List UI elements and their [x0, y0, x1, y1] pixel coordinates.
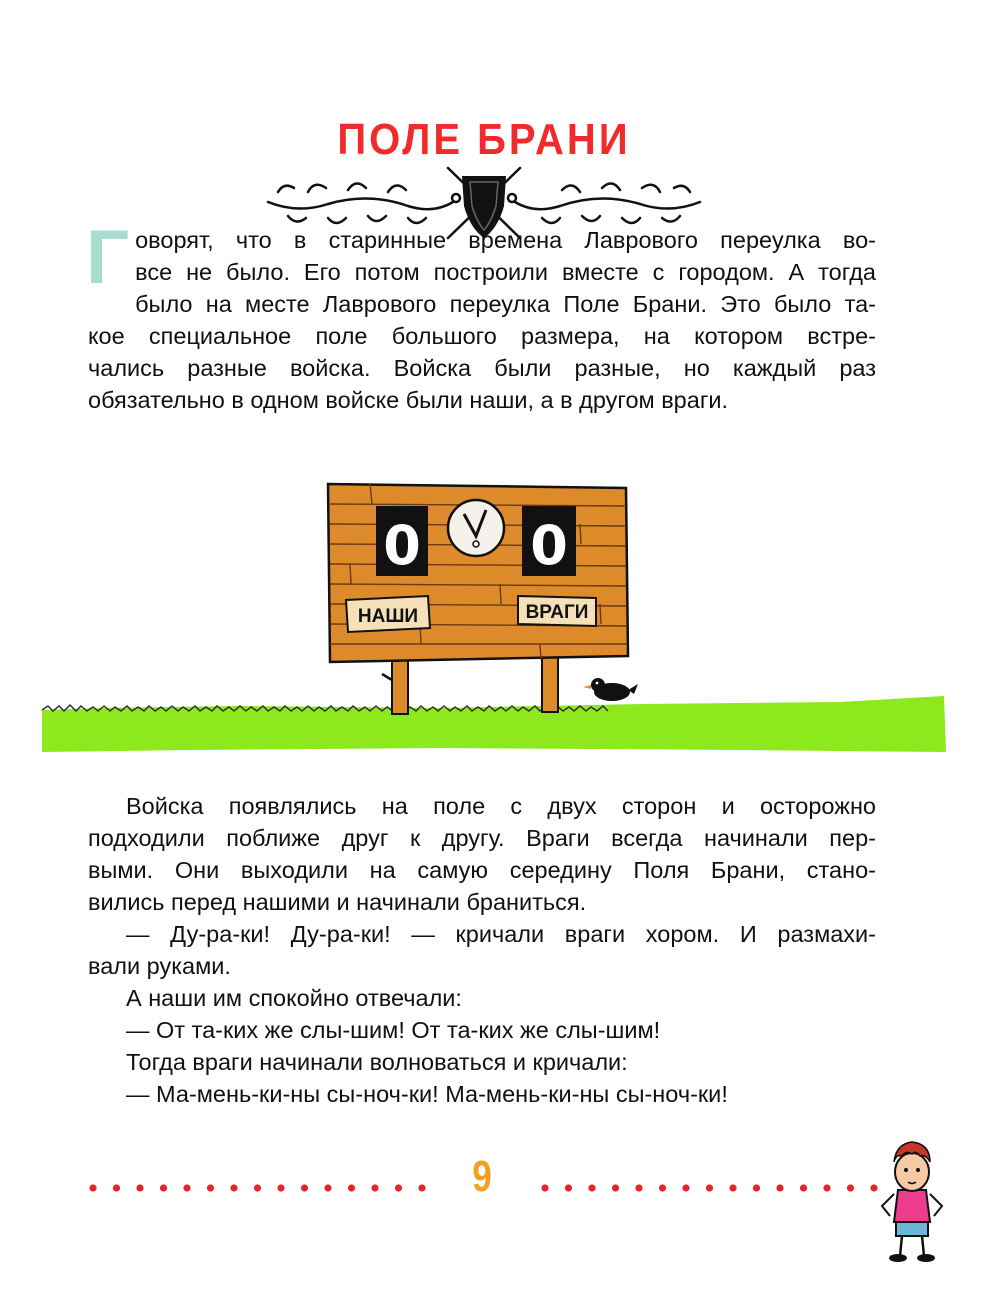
chapter-title: ПОЛЕ БРАНИ	[337, 116, 631, 164]
intro-line: кое специальное поле большого размера, на котором встре-	[88, 323, 876, 349]
footer-dot	[160, 1184, 167, 1191]
label-enemies: ВРАГИ	[525, 602, 589, 623]
story-line: А наши им спокойно отвечали:	[126, 985, 462, 1011]
boy-icon	[876, 1136, 948, 1264]
footer-dot	[682, 1184, 689, 1191]
story-line: подходили поближе друг к другу. Враги всегда начинали пер-	[88, 825, 876, 851]
footer-dot	[136, 1184, 143, 1191]
crow-icon	[583, 678, 638, 701]
footer-dot	[89, 1184, 96, 1191]
footer-dot	[348, 1184, 355, 1191]
footer-dot	[301, 1184, 308, 1191]
footer-dots-right	[540, 1183, 880, 1193]
footer-dot	[753, 1184, 760, 1191]
footer-dot	[823, 1184, 830, 1191]
footer-dot	[541, 1184, 548, 1191]
drop-cap: Г	[86, 215, 130, 300]
intro-line: оворят, что в старинные времена Лаврового переулка во-	[135, 227, 876, 253]
clock-icon	[448, 500, 504, 556]
dialogue-line: — Ду-ра-ки! Ду-ра-ки! — кричали враги хором. И размахи-	[126, 921, 876, 947]
footer-dots-left	[88, 1183, 428, 1193]
footer-dot	[277, 1184, 284, 1191]
footer-dot	[324, 1184, 331, 1191]
intro-line: было на месте Лаврового переулка Поле Брани. Это было та-	[135, 291, 876, 317]
dialogue-line: — Ма-мень-ки-ны сы-ноч-ки! Ма-мень-ки-ны сы-ноч-ки!	[126, 1081, 728, 1107]
story-line: Тогда враги начинали волноваться и кричали:	[126, 1049, 628, 1075]
footer-dot	[588, 1184, 595, 1191]
footer-dot	[729, 1184, 736, 1191]
footer-dot	[612, 1184, 619, 1191]
intro-line: все не было. Его потом построили вместе с городом. А тогда	[135, 259, 876, 285]
grass	[42, 696, 946, 752]
footer-dot	[113, 1184, 120, 1191]
story-line: Войска появлялись на поле с двух сторон и осторожно	[126, 793, 876, 819]
footer-dot	[230, 1184, 237, 1191]
footer-dot	[183, 1184, 190, 1191]
footer-dot	[371, 1184, 378, 1191]
footer-dot	[395, 1184, 402, 1191]
page-number: 9	[472, 1152, 492, 1201]
footer-dot	[565, 1184, 572, 1191]
scoreboard-illustration	[40, 470, 950, 760]
intro-paragraph	[86, 215, 876, 416]
intro-line: чались разные войска. Войска были разные, но каждый раз	[88, 355, 876, 381]
score-right: 0	[530, 514, 568, 577]
footer-dot	[706, 1184, 713, 1191]
story-line: вали руками.	[88, 953, 231, 979]
story-line: вились перед нашими и начинали браниться.	[88, 889, 587, 915]
label-ours: НАШИ	[357, 606, 419, 627]
footer-dot	[254, 1184, 261, 1191]
story-paragraph	[88, 790, 876, 1110]
story-line: выми. Они выходили на самую середину Поля Брани, стано-	[88, 857, 876, 883]
footer-dot	[776, 1184, 783, 1191]
footer-dot	[847, 1184, 854, 1191]
intro-line: обязательно в одном войске были наши, а в другом враги.	[88, 387, 729, 413]
footer-dot	[800, 1184, 807, 1191]
footer-dot	[659, 1184, 666, 1191]
footer-dot	[207, 1184, 214, 1191]
dialogue-line: — От та-ких же слы-шим! От та-ких же слы-шим!	[126, 1017, 661, 1043]
footer-dot	[635, 1184, 642, 1191]
score-left: 0	[383, 514, 421, 577]
footer-dot	[418, 1184, 425, 1191]
right-post	[542, 652, 558, 712]
